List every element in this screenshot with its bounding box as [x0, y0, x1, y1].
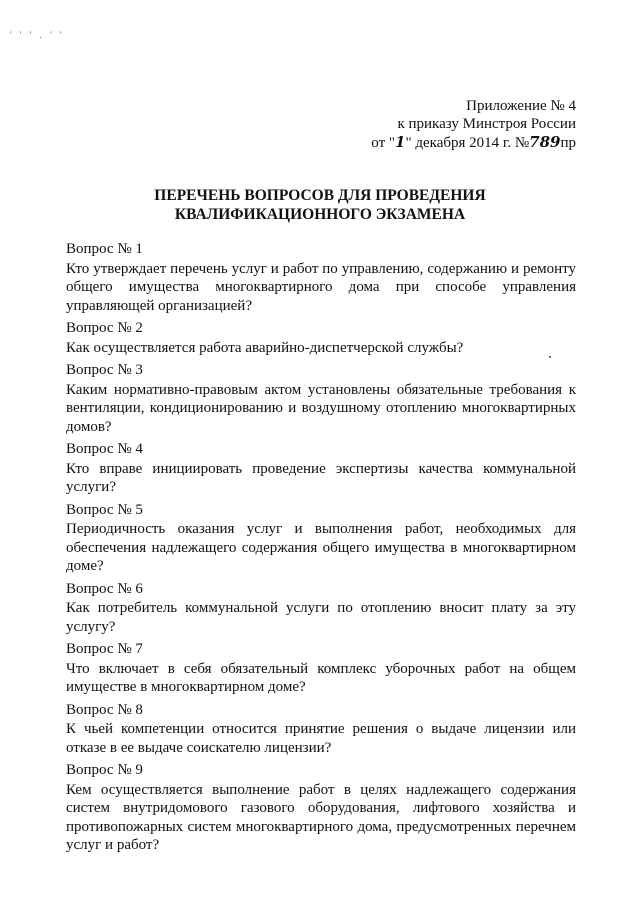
scan-speck	[549, 356, 551, 358]
question-label: Вопрос № 2	[66, 320, 143, 336]
appendix-title: Приложение № 4	[466, 98, 576, 114]
question-text: Каким нормативно-правовым актом установлены обязательные требования к вентиляции, кондиционированию и воздушному отоплению многоквартирных домов?	[66, 381, 576, 435]
question-item	[66, 761, 576, 855]
appendix-prefix: от "	[371, 135, 396, 151]
title-line-1: ПЕРЕЧЕНЬ ВОПРОСОВ ДЛЯ ПРОВЕДЕНИЯ	[154, 187, 486, 204]
question-text: Как потребитель коммунальной услуги по отоплению вносит плату за эту услугу?	[66, 600, 576, 635]
question-text: Кто утверждает перечень услуг и работ по управлению, содержанию и ремонту общего имущества многоквартирного дома при способе управления управляющей организацией?	[66, 260, 576, 314]
question-item	[66, 319, 576, 357]
question-text: Как осуществляется работа аварийно-диспетчерской службы?	[66, 339, 464, 356]
handwritten-number: 789	[529, 133, 561, 151]
question-label: Вопрос № 6	[66, 580, 143, 597]
question-item	[66, 501, 576, 576]
question-label: Вопрос № 1	[66, 241, 143, 257]
question-label: Вопрос № 4	[66, 441, 143, 457]
question-label: Вопрос № 8	[66, 701, 143, 718]
question-label: Вопрос № 9	[66, 762, 143, 778]
question-item	[66, 580, 576, 637]
appendix-date-line	[371, 133, 576, 152]
appendix-suffix: пр	[560, 135, 576, 151]
question-item	[66, 361, 576, 436]
question-text: Кем осуществляется выполнение работ в целях надлежащего содержания систем внутридомового газового оборудования, лифтового хозяйства и противопожарных систем многоквартирного дома, предусмотренных перечнем услуг и работ?	[66, 781, 576, 853]
question-text: Периодичность оказания услуг и выполнения работ, необходимых для обеспечения надлежащего содержания общего имущества в многоквартирном доме?	[66, 521, 576, 574]
question-label: Вопрос № 7	[66, 641, 143, 657]
question-text: Кто вправе инициировать проведение экспертизы качества коммунальной услуги?	[66, 460, 576, 495]
question-label: Вопрос № 3	[66, 362, 143, 378]
question-text: К чьей компетенции относится принятие решения о выдаче лицензии или отказе в ее выдаче соискателю лицензии?	[66, 721, 576, 756]
document-title	[66, 186, 574, 224]
question-item	[66, 701, 576, 758]
question-item	[66, 240, 576, 315]
appendix-block	[371, 97, 576, 152]
appendix-middle: " декабря 2014 г. №	[405, 135, 530, 151]
question-item	[66, 440, 576, 497]
scan-marks: ' ' ' . ' '	[10, 30, 65, 40]
title-line-2: КВАЛИФИКАЦИОННОГО ЭКЗАМЕНА	[174, 206, 466, 223]
question-item	[66, 640, 576, 697]
questions-list	[66, 240, 576, 859]
question-label: Вопрос № 5	[66, 501, 143, 518]
question-text: Что включает в себя обязательный комплекс уборочных работ на общем имуществе в многоквартирном доме?	[66, 660, 576, 695]
appendix-order-ref: к приказу Минстроя России	[397, 116, 576, 132]
handwritten-day: 1	[395, 133, 406, 151]
